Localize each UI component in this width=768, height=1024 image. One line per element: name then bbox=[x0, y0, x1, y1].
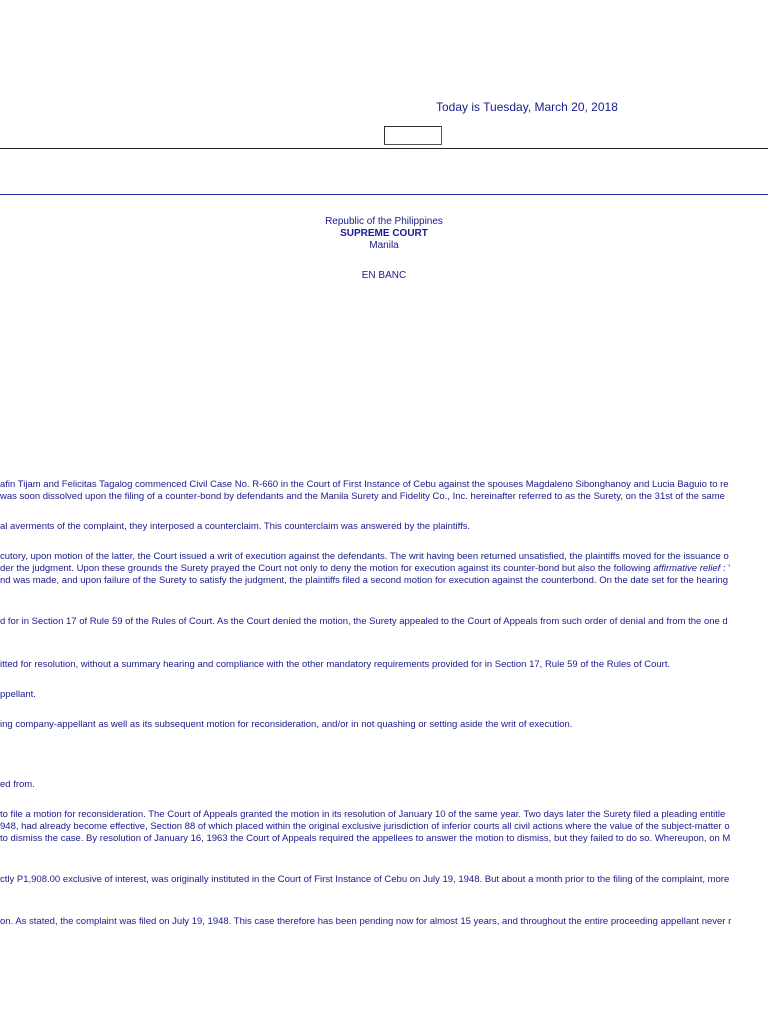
caption-city: Manila bbox=[369, 240, 399, 251]
paragraph-line: was soon dissolved upon the filing of a counter-bond by defendants and the Manila Surety and Fidelity Co., Inc. hereinafter referred to as the Surety, on the 31st of the same bbox=[0, 491, 725, 502]
paragraph-line: afin Tijam and Felicitas Tagalog commenced Civil Case No. R-660 in the Court of First Instance of Cebu against the spouses Magdaleno Sibonghanoy and Lucia Baguio to re bbox=[0, 479, 729, 490]
paragraph-line: 948, had already become effective, Section 88 of which placed within the original exclusive jurisdiction of inferior courts all civil actions where the value of the subject-matter o bbox=[0, 821, 730, 832]
paragraph-line: al averments of the complaint, they interposed a counterclaim. This counterclaim was answered by the plaintiffs. bbox=[0, 521, 471, 532]
caption-court: SUPREME COURT bbox=[340, 228, 428, 239]
paragraph-line: ppellant. bbox=[0, 689, 36, 700]
text-span: : ' bbox=[720, 563, 731, 574]
paragraph-line bbox=[0, 563, 768, 574]
paragraph-line: ing company-appellant as well as its subsequent motion for reconsideration, and/or in not quashing or setting aside the writ of execution. bbox=[0, 719, 573, 730]
today-date: Today is Tuesday, March 20, 2018 bbox=[436, 100, 618, 114]
caption-republic: Republic of the Philippines bbox=[325, 216, 443, 227]
paragraph-line: cutory, upon motion of the latter, the Court issued a writ of execution against the defendants. The writ having been returned unsatisfied, the plaintiffs moved for the issuance o bbox=[0, 551, 729, 562]
paragraph-line: to file a motion for reconsideration. The Court of Appeals granted the motion in its resolution of January 10 of the same year. Two days later the Surety filed a pleading entitle bbox=[0, 809, 726, 820]
text-span: der the judgment. Upon these grounds the Surety prayed the Court not only to deny the motion for execution against its counter-bond but also the following bbox=[0, 563, 654, 574]
divider-content bbox=[0, 194, 768, 195]
search-input[interactable] bbox=[384, 126, 442, 145]
paragraph-line: ed from. bbox=[0, 779, 35, 790]
paragraph-line: ctly P1,908.00 exclusive of interest, was originally instituted in the Court of First Instance of Cebu on July 19, 1948. But about a month prior to the filing of the complaint, more bbox=[0, 874, 730, 885]
paragraph-line: to dismiss the case. By resolution of January 16, 1963 the Court of Appeals required the appellees to answer the motion to dismiss, but they failed to do so. Whereupon, on M bbox=[0, 833, 731, 844]
paragraph-line: d for in Section 17 of Rule 59 of the Rules of Court. As the Court denied the motion, the Surety appealed to the Court of Appeals from such order of denial and from the one d bbox=[0, 616, 728, 627]
caption-division: EN BANC bbox=[361, 270, 407, 281]
emphasis-text: affirmative relief bbox=[653, 563, 721, 574]
paragraph-line: itted for resolution, without a summary hearing and compliance with the other mandatory requirements provided for in Section 17, Rule 59 of the Rules of Court. bbox=[0, 659, 671, 670]
paragraph-line: nd was made, and upon failure of the Surety to satisfy the judgment, the plaintiffs filed a second motion for execution against the counterbond. On the date set for the hearing bbox=[0, 575, 729, 586]
paragraph-line: on. As stated, the complaint was filed on July 19, 1948. This case therefore has been pending now for almost 15 years, and throughout the entire proceeding appellant never r bbox=[0, 916, 732, 927]
divider-top bbox=[0, 148, 768, 149]
